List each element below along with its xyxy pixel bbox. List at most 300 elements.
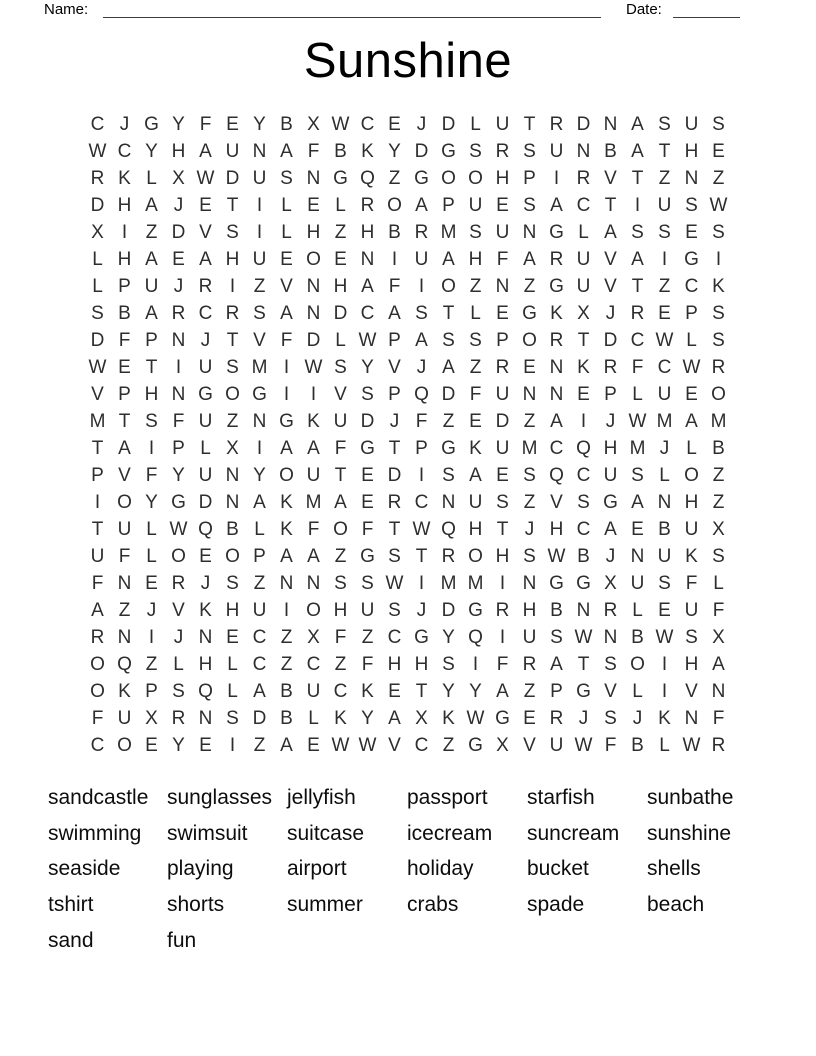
grid-letter: L [632,384,643,405]
grid-letter: Z [523,492,536,513]
grid-letter: R [576,168,591,189]
grid-letter: W [196,168,215,189]
grid-letter: S [253,303,266,324]
grid-letter: S [226,573,239,594]
grid-letter: H [171,141,186,162]
grid-letter: B [118,303,131,324]
grid-letter: E [523,708,536,729]
grid-letter: L [632,600,643,621]
grid-letter: F [307,141,320,162]
grid-letter: Y [253,465,266,486]
grid-letter: Z [253,735,266,756]
grid-letter: F [145,465,158,486]
grid-letter: P [388,384,401,405]
grid-letter: R [630,303,645,324]
grid-letter: E [145,735,158,756]
grid-letter: A [199,249,212,270]
grid-letter: Q [441,519,456,540]
grid-letter: D [306,330,321,351]
grid-letter: J [146,600,157,621]
grid-letter: U [495,222,510,243]
grid-letter: A [118,438,131,459]
grid-letter: C [576,465,591,486]
grid-letter: X [145,708,158,729]
word-list-item: airport [287,857,347,881]
grid-letter: H [549,519,564,540]
grid-letter: R [441,546,456,567]
grid-letter: A [496,681,509,702]
grid-letter: U [198,411,213,432]
word-list-item: fun [167,928,197,952]
grid-letter: F [361,519,374,540]
grid-letter: X [307,114,320,135]
grid-letter: K [334,708,347,729]
grid-letter: S [685,627,698,648]
grid-letter: E [469,411,482,432]
grid-letter: L [686,330,697,351]
grid-letter: P [604,384,617,405]
grid-letter: R [171,303,186,324]
grid-letter: P [172,438,185,459]
grid-letter: K [550,303,563,324]
grid-letter: N [198,708,213,729]
grid-letter: S [334,573,347,594]
grid-letter: M [710,411,727,432]
grid-letter: U [144,276,159,297]
grid-letter: U [225,141,240,162]
grid-letter: A [550,654,563,675]
grid-letter: O [468,546,483,567]
grid-letter: G [144,114,159,135]
grid-letter: U [117,519,132,540]
grid-letter: J [119,114,130,135]
grid-letter: O [711,384,726,405]
grid-letter: J [173,276,184,297]
grid-letter: T [226,195,239,216]
grid-letter: E [361,465,374,486]
grid-letter: A [199,141,212,162]
grid-letter: D [90,195,105,216]
grid-letter: S [442,465,455,486]
grid-letter: E [712,141,725,162]
grid-letter: K [199,600,212,621]
grid-letter: N [630,546,645,567]
grid-letter: B [712,438,725,459]
grid-letter: F [415,411,428,432]
grid-letter: S [469,330,482,351]
grid-letter: N [495,276,510,297]
grid-letter: T [334,465,347,486]
grid-letter: E [658,303,671,324]
grid-letter: K [577,357,590,378]
grid-letter: U [252,168,267,189]
grid-letter: Z [253,573,266,594]
grid-letter: X [172,168,185,189]
grid-letter: F [307,519,320,540]
grid-letter: N [684,168,699,189]
word-list-item: crabs [407,893,459,917]
grid-letter: S [172,681,185,702]
grid-letter: F [496,654,509,675]
grid-letter: U [117,708,132,729]
word-list-item: sunshine [647,821,732,845]
grid-letter: V [523,735,536,756]
grid-letter: O [684,465,699,486]
grid-letter: J [605,411,616,432]
grid-letter: H [198,654,213,675]
word-list-item: shorts [167,893,225,917]
grid-letter: I [94,492,101,513]
grid-letter: I [175,357,182,378]
date-blank-line [673,17,740,18]
grid-letter: E [658,600,671,621]
grid-letter: L [335,330,346,351]
grid-letter: D [441,384,456,405]
grid-letter: E [199,195,212,216]
grid-letter: Z [442,735,455,756]
grid-letter: F [280,330,293,351]
grid-letter: T [604,195,617,216]
grid-letter: N [306,276,321,297]
grid-letter: U [630,573,645,594]
grid-letter: G [684,249,699,270]
grid-letter: S [712,222,725,243]
grid-letter: X [226,438,239,459]
grid-letter: M [467,573,484,594]
grid-letter: K [280,519,293,540]
grid-letter: O [387,195,402,216]
grid-letter: U [549,735,564,756]
grid-letter: I [472,654,479,675]
grid-letter: K [118,168,131,189]
grid-letter: N [171,330,186,351]
grid-letter: S [631,465,644,486]
grid-letter: O [225,546,240,567]
grid-letter: S [469,222,482,243]
grid-letter: A [280,303,293,324]
grid-letter: B [577,546,590,567]
grid-letter: W [169,519,188,540]
grid-letter: L [308,708,319,729]
grid-letter: J [578,708,589,729]
grid-letter: T [442,303,455,324]
grid-letter: Y [172,114,185,135]
grid-letter: P [550,681,563,702]
grid-letter: F [334,627,347,648]
grid-letter: N [225,492,240,513]
grid-letter: G [279,411,294,432]
grid-letter: G [171,492,186,513]
grid-letter: N [252,411,267,432]
grid-letter: P [442,195,455,216]
grid-letter: Z [469,276,482,297]
grid-letter: P [118,384,131,405]
grid-letter: R [90,627,105,648]
grid-letter: R [225,303,240,324]
grid-letter: U [468,195,483,216]
grid-letter: A [550,195,563,216]
word-list-item: sand [48,928,94,952]
date-label: Date: [626,1,662,18]
grid-letter: F [334,438,347,459]
grid-letter: R [495,600,510,621]
grid-letter: R [495,141,510,162]
grid-letter: N [252,141,267,162]
grid-letter: S [361,573,374,594]
grid-letter: T [496,519,509,540]
grid-letter: E [496,303,509,324]
grid-letter: W [304,357,323,378]
grid-letter: C [576,195,591,216]
grid-letter: P [685,303,698,324]
grid-letter: A [334,492,347,513]
grid-letter: H [117,249,132,270]
grid-letter: M [629,438,646,459]
grid-letter: F [91,708,104,729]
grid-letter: Y [469,681,482,702]
grid-letter: S [226,357,239,378]
word-list-item: holiday [407,857,474,881]
grid-letter: C [387,627,402,648]
grid-letter: B [226,519,239,540]
grid-letter: A [631,249,644,270]
grid-letter: H [333,600,348,621]
grid-letter: R [549,249,564,270]
grid-letter: S [523,141,536,162]
grid-letter: S [442,654,455,675]
grid-letter: Z [712,168,725,189]
grid-letter: I [391,249,398,270]
grid-letter: A [388,303,401,324]
grid-letter: M [440,222,457,243]
grid-letter: U [90,546,105,567]
grid-letter: A [550,411,563,432]
grid-letter: S [226,708,239,729]
grid-letter: R [549,114,564,135]
grid-letter: T [415,546,428,567]
grid-letter: K [469,438,482,459]
grid-letter: S [658,222,671,243]
grid-letter: L [281,222,292,243]
grid-letter: N [225,465,240,486]
grid-letter: F [172,411,185,432]
grid-letter: O [279,465,294,486]
grid-letter: A [388,708,401,729]
grid-letter: L [92,276,103,297]
puzzle-title: Sunshine [303,34,513,88]
grid-letter: N [603,627,618,648]
grid-letter: R [414,222,429,243]
grid-letter: O [306,600,321,621]
grid-letter: Y [253,114,266,135]
grid-letter: B [658,519,671,540]
grid-letter: N [549,384,564,405]
grid-letter: I [283,384,290,405]
grid-letter: Z [280,654,293,675]
grid-letter: T [388,519,401,540]
grid-letter: B [334,141,347,162]
grid-letter: J [659,438,670,459]
grid-letter: A [523,249,536,270]
grid-letter: W [358,330,377,351]
grid-letter: P [91,465,104,486]
grid-letter: R [495,357,510,378]
grid-letter: R [360,195,375,216]
grid-letter: A [631,141,644,162]
grid-letter: L [146,546,157,567]
grid-letter: D [90,330,105,351]
grid-letter: N [684,708,699,729]
grid-letter: R [198,276,213,297]
grid-letter: F [388,276,401,297]
grid-letter: H [468,519,483,540]
grid-letter: H [495,168,510,189]
grid-letter: C [657,357,672,378]
grid-letter: N [360,249,375,270]
grid-letter: E [388,114,401,135]
grid-letter: W [682,735,701,756]
grid-letter: K [118,681,131,702]
grid-letter: S [523,465,536,486]
grid-letter: W [358,735,377,756]
grid-letter: H [387,654,402,675]
grid-letter: I [283,600,290,621]
grid-letter: G [414,168,429,189]
grid-letter: D [360,411,375,432]
grid-letter: A [361,276,374,297]
grid-letter: N [576,141,591,162]
grid-letter: D [441,114,456,135]
grid-letter: L [227,654,238,675]
grid-letter: Y [361,708,374,729]
grid-letter: A [631,492,644,513]
grid-letter: S [604,708,617,729]
grid-letter: F [361,654,374,675]
grid-letter: W [574,735,593,756]
grid-letter: O [117,735,132,756]
grid-letter: A [145,303,158,324]
grid-letter: N [657,492,672,513]
grid-letter: R [603,357,618,378]
grid-letter: E [577,384,590,405]
grid-letter: E [307,735,320,756]
grid-letter: O [90,654,105,675]
grid-letter: X [712,627,725,648]
grid-letter: Z [226,411,239,432]
grid-letter: B [604,141,617,162]
grid-letter: U [468,492,483,513]
grid-letter: A [604,519,617,540]
grid-letter: F [685,573,698,594]
grid-letter: I [229,276,236,297]
grid-letter: Y [172,465,185,486]
grid-letter: A [253,681,266,702]
grid-letter: H [495,546,510,567]
grid-letter: G [333,168,348,189]
grid-letter: U [495,114,510,135]
grid-letter: J [605,546,616,567]
grid-letter: U [252,249,267,270]
grid-letter: C [549,438,564,459]
grid-letter: I [310,384,317,405]
grid-letter: P [253,546,266,567]
grid-letter: I [256,438,263,459]
grid-letter: Z [253,276,266,297]
grid-letter: C [198,303,213,324]
grid-letter: W [574,627,593,648]
grid-letter: R [549,330,564,351]
grid-letter: H [684,141,699,162]
grid-letter: L [227,681,238,702]
grid-letter: U [306,681,321,702]
grid-letter: S [388,546,401,567]
grid-letter: L [578,222,589,243]
grid-letter: F [604,735,617,756]
grid-letter: I [499,573,506,594]
grid-letter: O [225,384,240,405]
grid-letter: J [173,195,184,216]
grid-letter: N [117,573,132,594]
grid-letter: Q [198,681,213,702]
grid-letter: Z [118,600,131,621]
grid-letter: P [523,168,536,189]
grid-letter: G [549,573,564,594]
grid-letter: L [335,195,346,216]
grid-letter: W [331,735,350,756]
grid-letter: N [522,222,537,243]
grid-letter: R [171,708,186,729]
grid-letter: Y [172,735,185,756]
grid-letter: G [522,303,537,324]
grid-letter: S [91,303,104,324]
grid-letter: C [360,114,375,135]
grid-letter: I [148,438,155,459]
grid-letter: E [226,627,239,648]
grid-letter: I [256,222,263,243]
grid-letter: J [416,600,427,621]
grid-letter: A [415,330,428,351]
grid-letter: E [226,114,239,135]
grid-letter: Z [442,411,455,432]
grid-letter: M [89,411,106,432]
grid-letter: F [496,249,509,270]
grid-letter: T [388,438,401,459]
grid-letter: D [576,114,591,135]
grid-letter: I [121,222,128,243]
grid-letter: I [661,681,668,702]
grid-letter: H [684,654,699,675]
grid-letter: Y [442,627,455,648]
grid-letter: G [549,276,564,297]
grid-letter: E [496,195,509,216]
grid-letter: Z [658,168,671,189]
grid-letter: O [468,168,483,189]
grid-letter: G [468,735,483,756]
grid-letter: I [661,249,668,270]
grid-letter: P [388,330,401,351]
grid-letter: X [415,708,428,729]
grid-letter: S [496,492,509,513]
grid-letter: G [603,492,618,513]
grid-letter: T [631,276,644,297]
grid-letter: H [360,222,375,243]
grid-letter: R [549,708,564,729]
grid-letter: V [199,222,212,243]
grid-letter: I [553,168,560,189]
grid-letter: W [655,330,674,351]
grid-letter: H [414,654,429,675]
grid-letter: B [388,222,401,243]
